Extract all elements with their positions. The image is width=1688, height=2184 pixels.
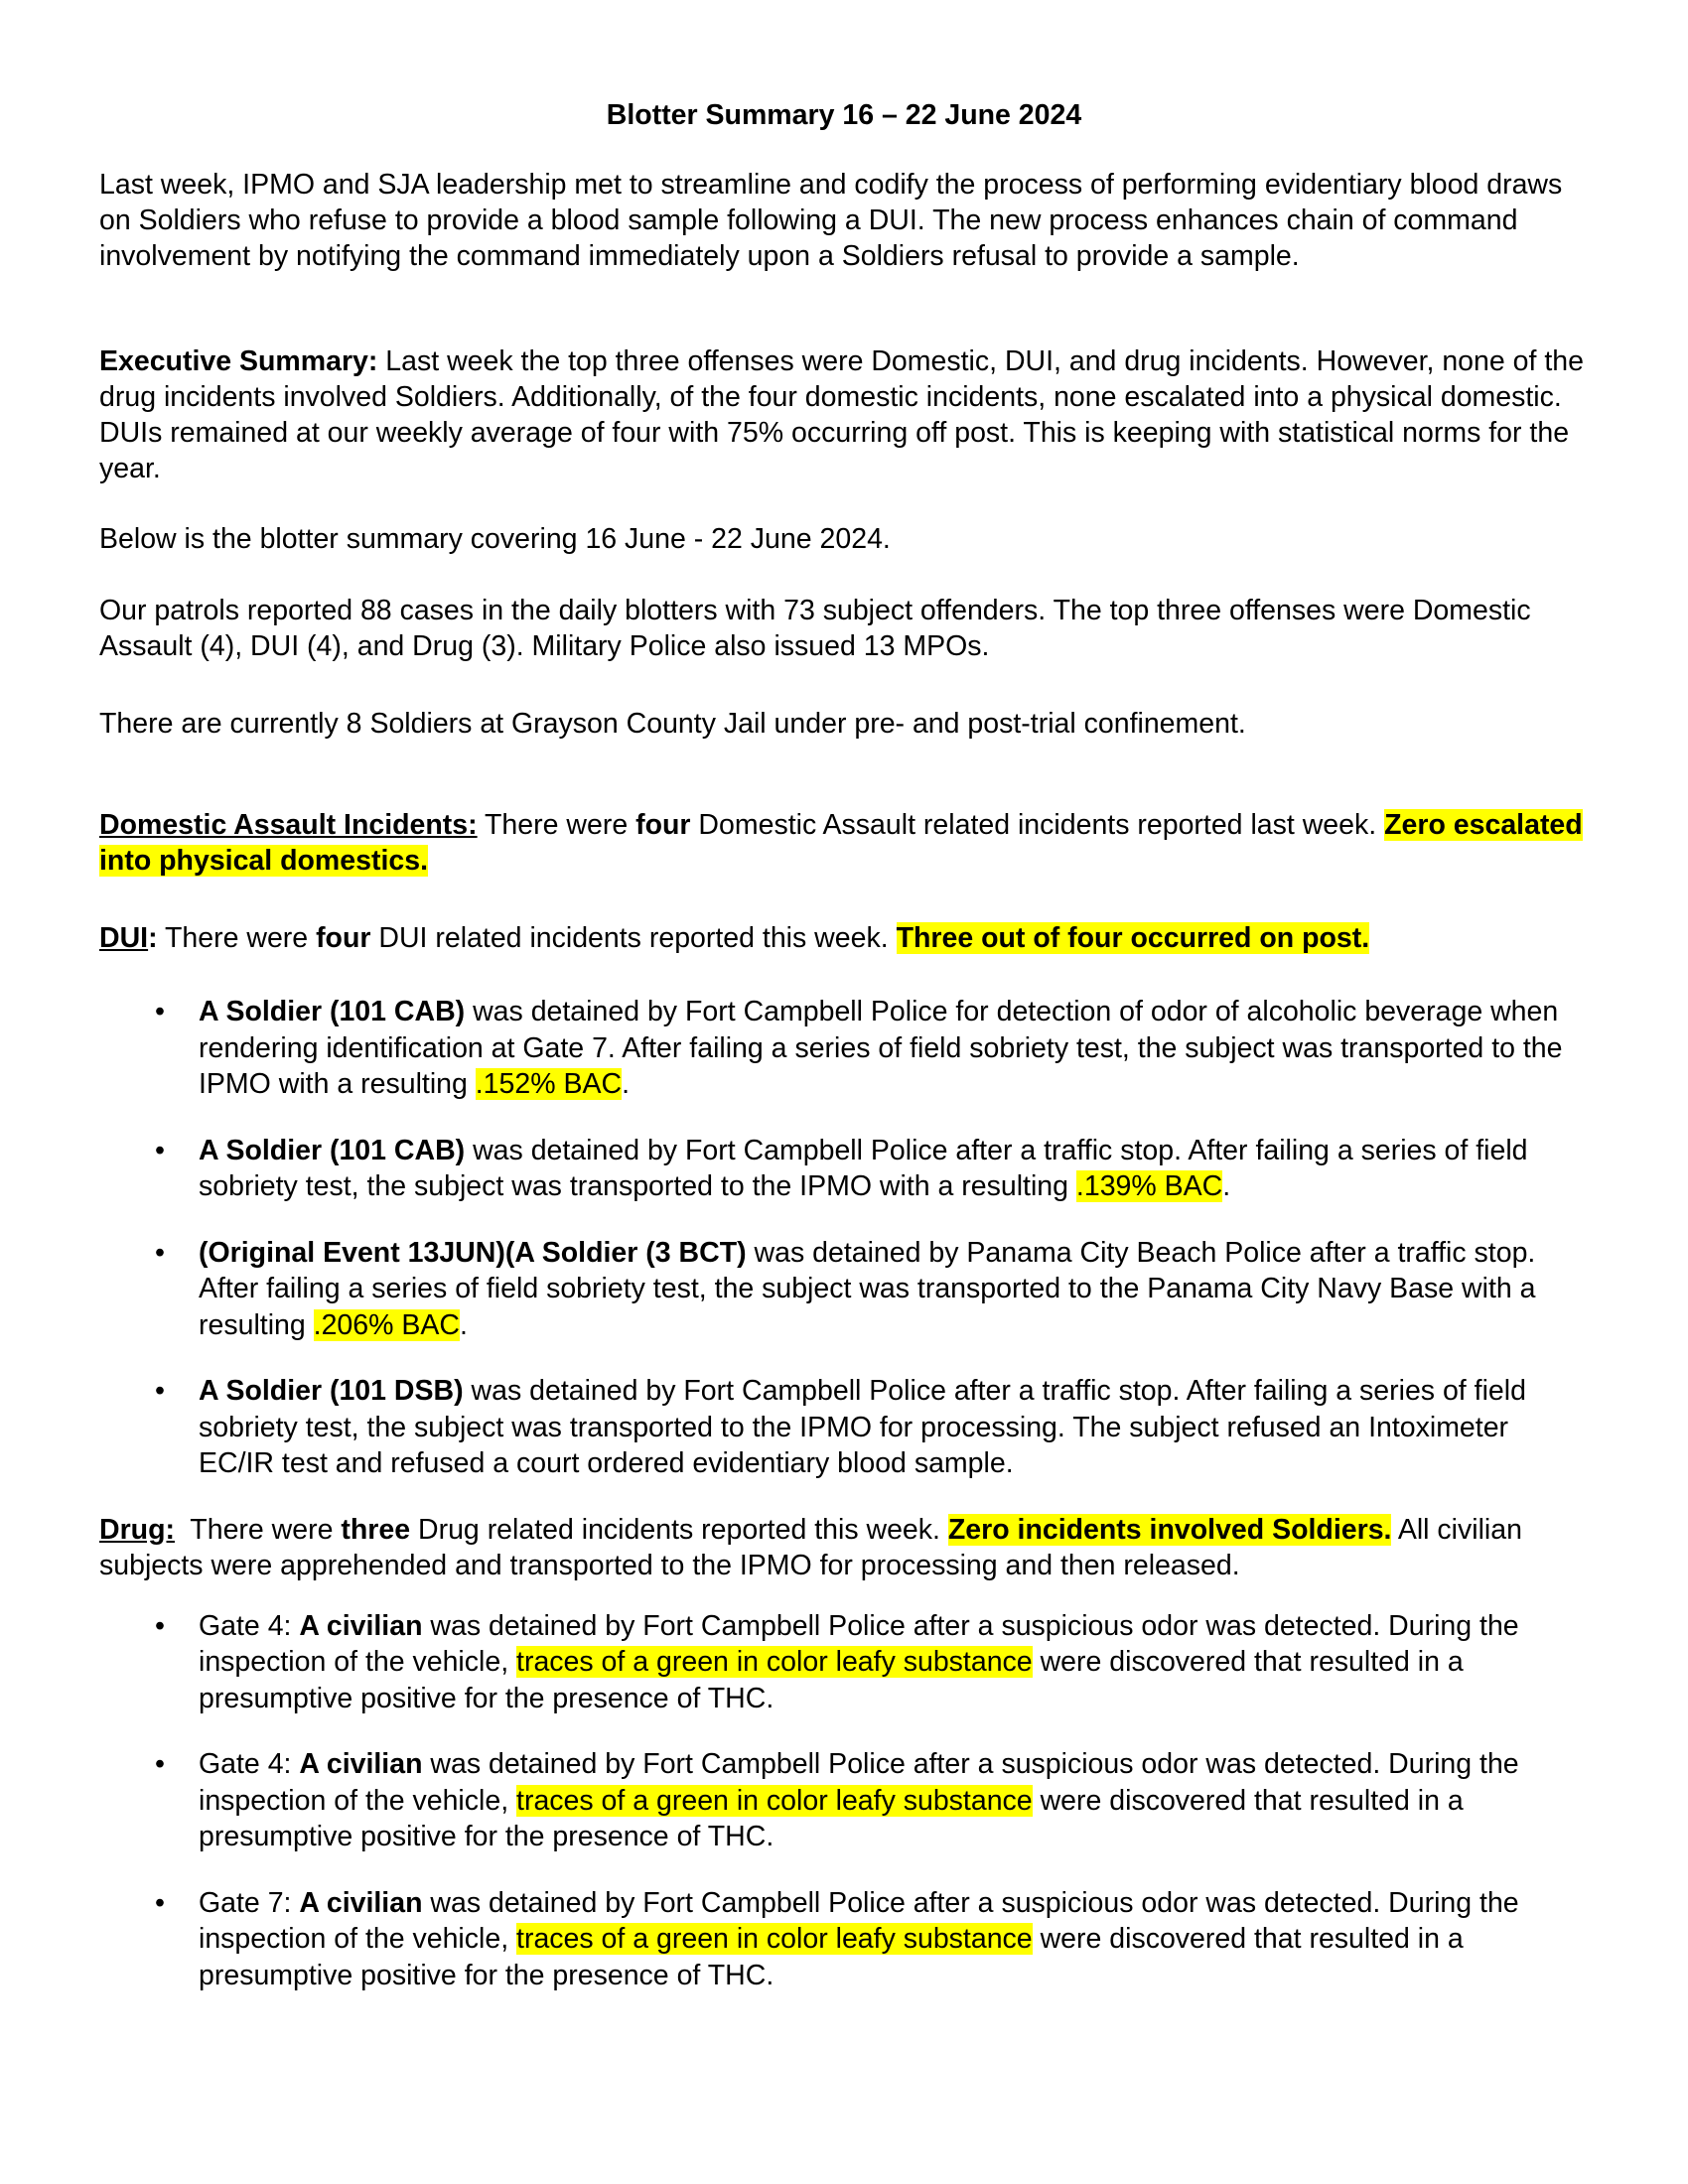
substance-highlight: traces of a green in color leafy substance [516,1784,1033,1817]
drug-heading: Drug: [99,1513,175,1546]
domestic-count: four [635,809,691,841]
domestic-assault-heading: Domestic Assault Incidents: [99,809,478,841]
incident-text: was detained by Fort Campbell Police after a suspicious odor was detected. During the inspection of the vehicle, [199,1748,1519,1817]
list-item [99,1133,1589,1205]
executive-summary-text: Last week the top three offenses were Domestic, DUI, and drug incidents. However, none of the drug incidents involved Soldiers. Additionally, of the four domestic incidents, none escalated into a physical domestic. DUIs remained at our weekly average of four with 75% occurring off post. This is keeping with statistical norms for the year. [99,345,1584,484]
gate-label: Gate 4: [199,1748,300,1780]
executive-summary-paragraph [99,343,1589,486]
dui-text-post: DUI related incidents reported this week. [370,922,897,954]
jail-paragraph: There are currently 8 Soldiers at Grayson County Jail under pre- and post-trial confinement. [99,708,1246,740]
executive-summary-label: Executive Summary: [99,345,378,377]
gate-label: Gate 7: [199,1886,300,1919]
incident-text: was detained by Fort Campbell Police after a traffic stop. After failing a series of field sobriety test, the subject was transported to the IPMO for processing. The subject refused an Intoximeter EC/IR test and refused a court ordered evidentiary blood sample. [199,1375,1526,1479]
incident-text: was detained by Fort Campbell Police after a suspicious odor was detected. During the inspection of the vehicle, [199,1886,1519,1955]
list-item [99,1373,1589,1482]
dui-count: four [316,922,371,954]
incident-subject: A civilian [299,1609,423,1642]
incident-subject: A Soldier (101 CAB) [199,1134,466,1166]
incident-end: were discovered that resulted in a presumptive positive for the presence of THC. [199,1646,1464,1714]
drug-text-after: All civilian subjects were apprehended and transported to the IPMO for processing and then released. [99,1513,1522,1581]
incident-end: . [460,1308,468,1341]
dui-highlight: Three out of four occurred on post. [896,922,1370,954]
substance-highlight: traces of a green in color leafy substance [516,1923,1033,1955]
bullet-icon: • [155,996,165,1027]
intro-paragraph: Last week, IPMO and SJA leadership met to streamline and codify the process of performing evidentiary blood draws on Soldiers who refuse to provide a blood sample following a DUI. The new process enhances chain of command involvement by notifying the command immediately upon a Soldiers refusal to provide a sample. [99,169,1563,272]
drug-count: three [341,1513,411,1546]
domestic-highlight: Zero escalated into physical domestics. [99,809,1583,877]
bac-value: .152% BAC [475,1068,623,1100]
below-paragraph: Below is the blotter summary covering 16 June - 22 June 2024. [99,523,891,555]
drug-text-post: Drug related incidents reported this week. [410,1513,948,1546]
incident-text: was detained by Panama City Beach Police after a traffic stop. After failing a series of field sobriety test, the subject was transported to the Panama City Navy Base with a resulting [199,1236,1536,1341]
list-item [99,994,1589,1103]
dui-colon: : [148,922,158,954]
gate-label: Gate 4: [199,1609,300,1642]
bac-value: .206% BAC [313,1308,460,1341]
list-item [99,1235,1589,1344]
document-title: Blotter Summary 16 – 22 June 2024 [606,99,1082,131]
incident-subject: A Soldier (101 DSB) [199,1375,464,1407]
list-item [99,1885,1589,1994]
bullet-icon: • [155,1375,165,1407]
incident-text: was detained by Fort Campbell Police after a suspicious odor was detected. During the inspection of the vehicle, [199,1609,1519,1678]
incident-end: . [622,1068,631,1100]
patrols-paragraph: Our patrols reported 88 cases in the daily blotters with 73 subject offenders. The top three offenses were Domestic Assault (4), DUI (4), and Drug (3). Military Police also issued 13 MPOs. [99,595,1531,662]
incident-subject: A Soldier (101 CAB) [199,996,466,1027]
incident-text: was detained by Fort Campbell Police for detection of odor of alcoholic beverage when rendering identification at Gate 7. After failing a series of field sobriety test, the subject was transported to the IPMO with a resulting [199,996,1563,1100]
incident-end: were discovered that resulted in a presumptive positive for the presence of THC. [199,1923,1464,1991]
domestic-text-post: Domestic Assault related incidents reported last week. [690,809,1385,841]
drug-highlight: Zero incidents involved Soldiers. [947,1513,1392,1546]
drug-paragraph [99,1512,1589,1583]
incident-text: was detained by Fort Campbell Police after a traffic stop. After failing a series of field sobriety test, the subject was transported to the IPMO with a resulting [199,1134,1528,1202]
incident-subject: A civilian [299,1886,423,1919]
incident-end: were discovered that resulted in a presumptive positive for the presence of THC. [199,1784,1464,1852]
dui-heading: DUI [99,922,149,954]
bullet-icon: • [155,1748,165,1780]
substance-highlight: traces of a green in color leafy substance [516,1646,1033,1678]
incident-subject: A civilian [299,1748,423,1780]
drug-incident-list [99,1608,1589,1994]
drug-text-pre: There were [174,1513,342,1546]
dui-text-pre: There were [157,922,317,954]
dui-paragraph [99,920,1589,956]
incident-end: . [1222,1170,1231,1202]
dui-incident-list [99,994,1589,1482]
list-item [99,1608,1589,1717]
incident-subject: (Original Event 13JUN)(A Soldier (3 BCT) [199,1236,747,1269]
domestic-assault-paragraph [99,807,1589,879]
bullet-icon: • [155,1236,165,1269]
bullet-icon: • [155,1886,165,1919]
bac-value: .139% BAC [1075,1170,1223,1202]
bullet-icon: • [155,1609,165,1642]
bullet-icon: • [155,1134,165,1166]
list-item [99,1746,1589,1855]
domestic-text-pre: There were [477,809,636,841]
